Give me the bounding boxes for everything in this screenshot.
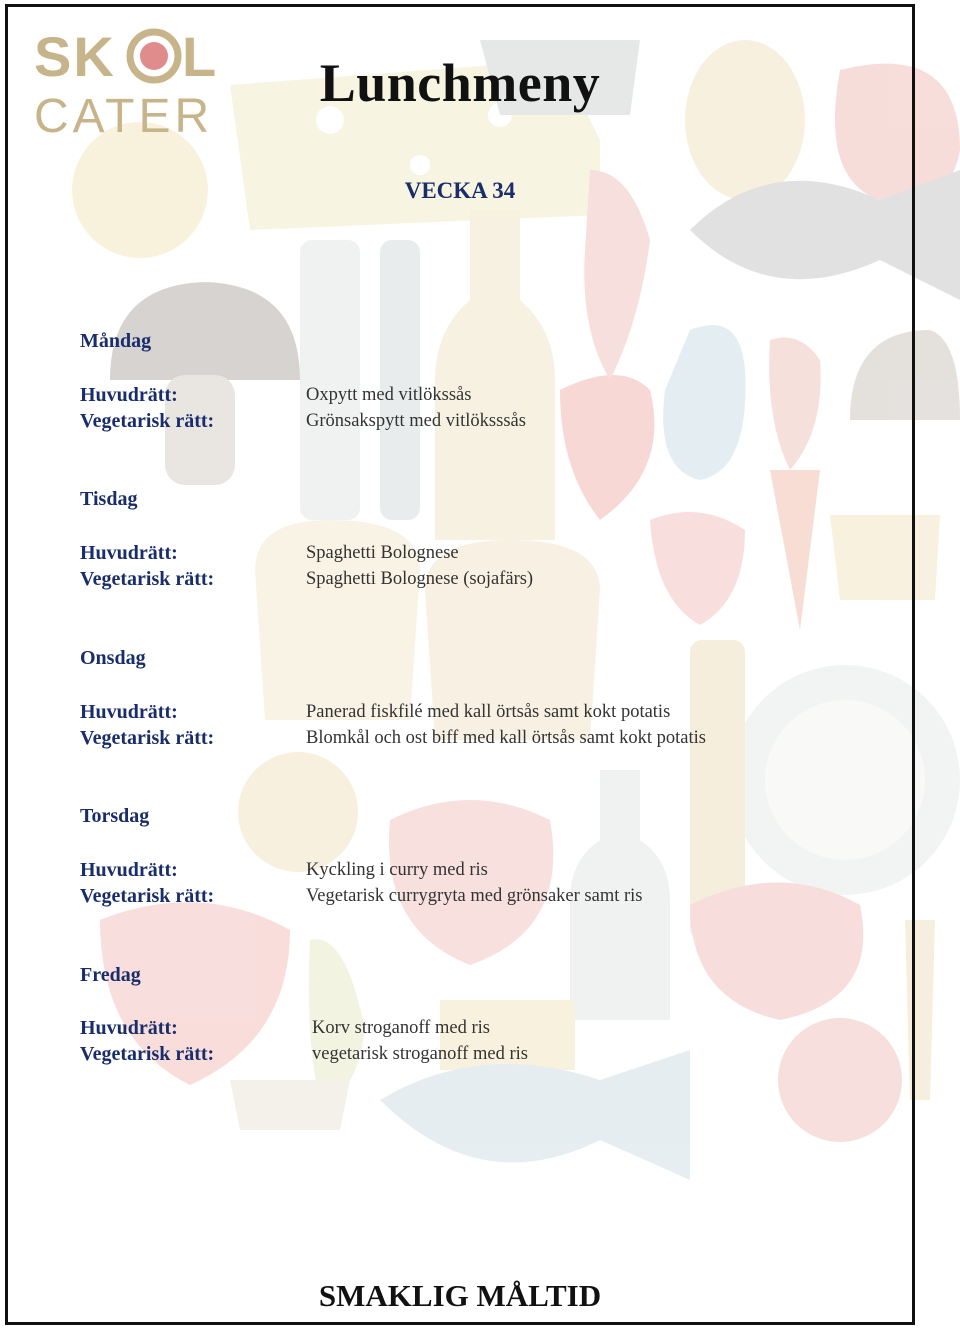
veg-course-dish: Blomkål och ost biff med kall örtsås samt kokt potatis bbox=[306, 728, 706, 748]
main-course-label: Huvudrätt: bbox=[80, 859, 178, 881]
main-course-label: Huvudrätt: bbox=[80, 701, 178, 723]
veg-course-label: Vegetarisk rätt: bbox=[80, 1043, 215, 1065]
day-heading: Torsdag bbox=[80, 805, 150, 827]
logo-text-cater: CATER bbox=[34, 90, 214, 142]
logo-text-sk: SK bbox=[34, 25, 116, 88]
main-course-label: Huvudrätt: bbox=[80, 384, 178, 406]
day-heading: Fredag bbox=[80, 964, 141, 986]
main-course-dish: Spaghetti Bolognese bbox=[306, 543, 459, 563]
main-course-label: Huvudrätt: bbox=[80, 1017, 178, 1039]
veg-course-label: Vegetarisk rätt: bbox=[80, 885, 215, 907]
main-course-dish: Oxpytt med vitlökssås bbox=[306, 385, 472, 405]
footer-greeting: SMAKLIG MÅLTID bbox=[318, 1278, 602, 1313]
veg-course-dish: vegetarisk stroganoff med ris bbox=[312, 1044, 528, 1064]
main-course-dish: Kyckling i curry med ris bbox=[306, 860, 488, 880]
week-label: VECKA 34 bbox=[404, 178, 516, 203]
page-title: Lunchmeny bbox=[319, 53, 601, 113]
veg-course-dish: Vegetarisk currygryta med grönsaker samt ris bbox=[306, 886, 643, 906]
veg-course-label: Vegetarisk rätt: bbox=[80, 410, 215, 432]
logo-text-l: L bbox=[182, 25, 217, 88]
day-heading: Tisdag bbox=[80, 488, 138, 510]
veg-course-dish: Grönsakspytt med vitlöksssås bbox=[306, 411, 526, 431]
day-heading: Onsdag bbox=[80, 647, 146, 669]
veg-course-label: Vegetarisk rätt: bbox=[80, 568, 215, 590]
main-course-dish: Korv stroganoff med ris bbox=[312, 1018, 490, 1038]
veg-course-label: Vegetarisk rätt: bbox=[80, 727, 215, 749]
day-heading: Måndag bbox=[80, 330, 152, 352]
main-course-label: Huvudrätt: bbox=[80, 542, 178, 564]
veg-course-dish: Spaghetti Bolognese (sojafärs) bbox=[306, 569, 534, 589]
main-course-dish: Panerad fiskfilé med kall örtsås samt kokt potatis bbox=[306, 702, 671, 722]
